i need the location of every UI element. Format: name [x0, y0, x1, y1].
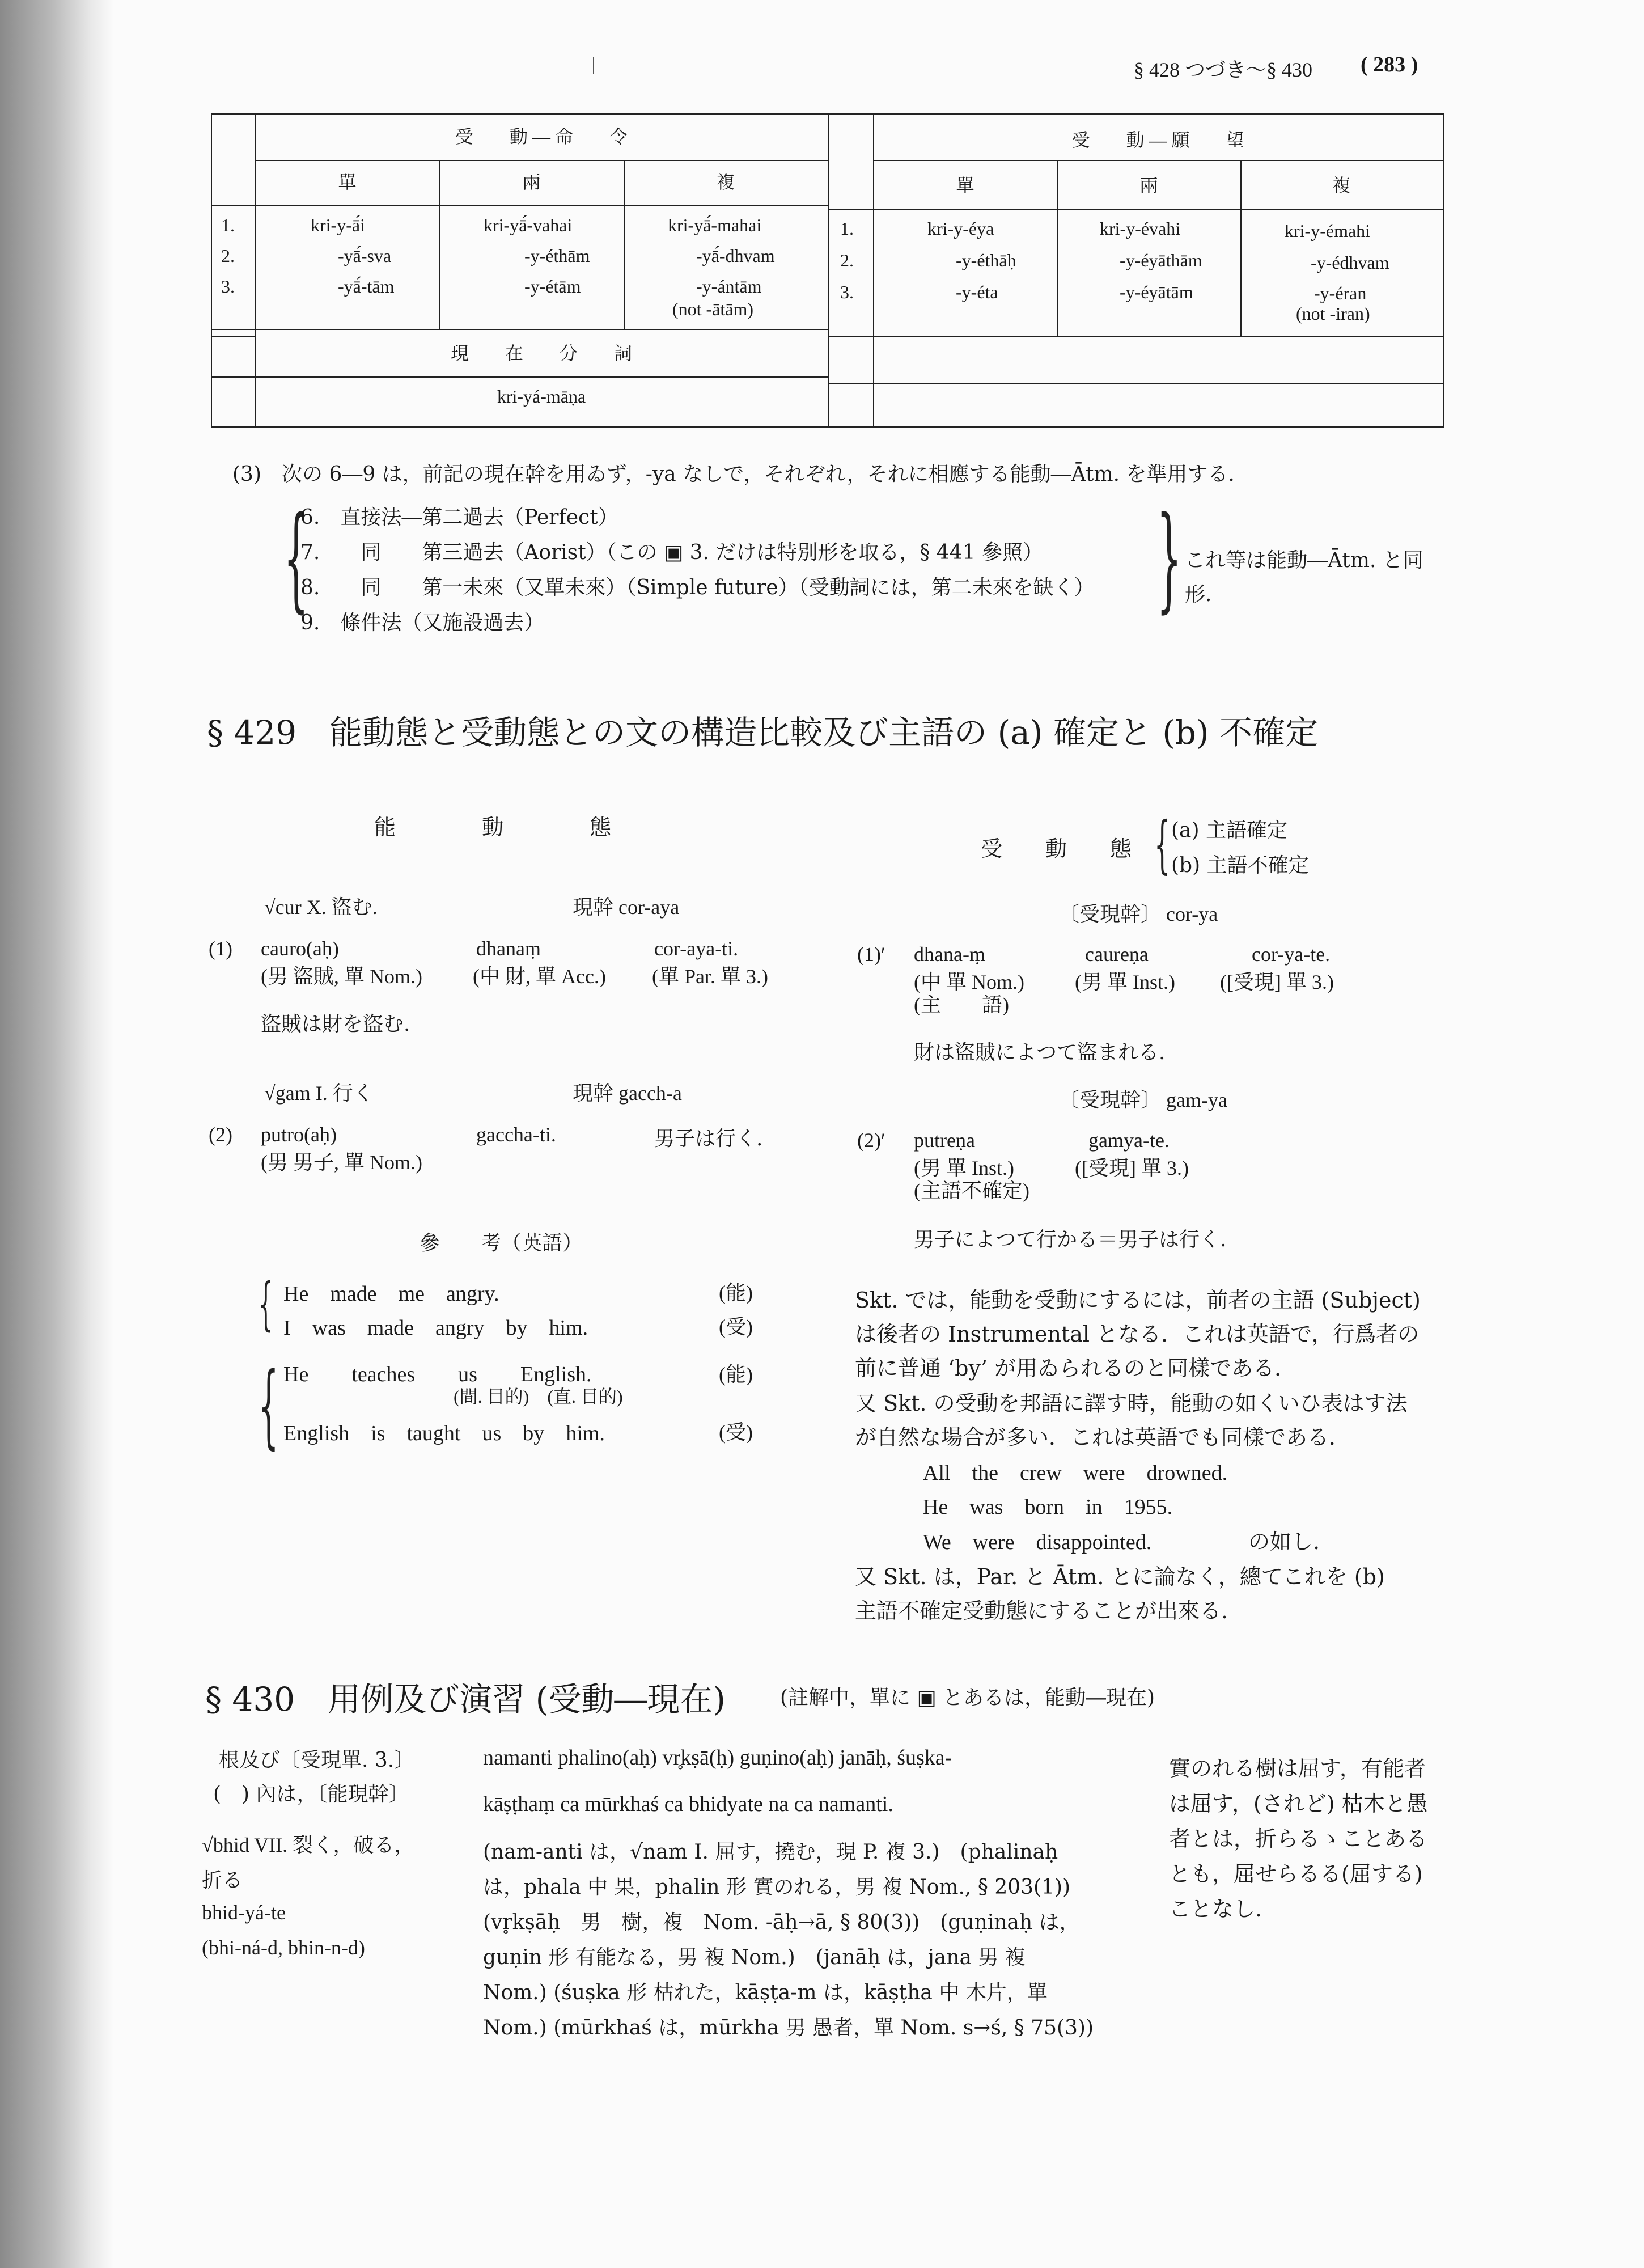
word: gamya-te. — [1088, 1129, 1170, 1152]
gloss: (男 單 Inst.) — [1075, 971, 1175, 993]
voice-tag: (受) — [719, 1421, 753, 1444]
reference-heading: 參 考（英語） — [420, 1232, 583, 1255]
note-side: 形. — [1185, 583, 1212, 606]
gloss: ([受現] 單 3.) — [1075, 1157, 1189, 1179]
annotation-line: Nom.) (śuṣka 形 枯れた，kāṣṭa-m は，kāṣṭha 中 木片，單 — [483, 1981, 1048, 2004]
example-number: (1)′ — [857, 943, 885, 966]
form-cell: kri-y-ā́i — [311, 215, 365, 235]
word: cauro(aḥ) — [261, 937, 339, 960]
form-cell: -y-éthāḥ — [956, 250, 1016, 270]
form-cell: -y-éran — [1314, 283, 1367, 303]
col-singular: 單 — [338, 172, 357, 192]
form-cell: kri-yā́-mahai — [668, 215, 762, 235]
explanation-line: 又 Skt. の受動を邦語に譯す時，能動の如くいひ表はす法 — [855, 1391, 1408, 1416]
explanation-line: 前に普通 ‘by’ が用ゐられるのと同樣である． — [855, 1356, 1296, 1381]
voice-tag: (能) — [719, 1281, 753, 1304]
running-head: § 428 つづき～§ 430 — [1134, 58, 1313, 81]
gloss: (主語不確定) — [914, 1179, 1029, 1202]
row-number: 3. — [840, 282, 854, 302]
brace-left: { — [283, 492, 309, 624]
translation: 男子によつて行かる＝男子は行く. — [914, 1228, 1227, 1251]
stem-cor-aya: 現幹 cor-aya — [573, 896, 680, 919]
explanation-line: は後者の Instrumental となる．これは英語で，行爲者の — [855, 1322, 1420, 1347]
form-cell: -y-éyātām — [1120, 282, 1193, 302]
explanation-example: We were disappointed. — [923, 1530, 1152, 1554]
word: cor-ya-te. — [1252, 943, 1331, 966]
gloss: (男 單 Inst.) — [914, 1157, 1014, 1179]
section-429-title: § 429 能動態と受動態との文の構造比較及び主語の (a) 確定と (b) 不確定 — [207, 713, 1319, 752]
passive-a: (a) 主語確定 — [1171, 819, 1287, 842]
passive-stem-gam-ya: 〔受現幹〕 gam-ya — [1059, 1089, 1227, 1111]
row-number: 1. — [840, 218, 854, 239]
form-cell: -y-édhvam — [1311, 252, 1389, 273]
participle-title: 現 在 分 詞 — [450, 343, 632, 363]
row-number: 2. — [221, 246, 235, 266]
brace: { — [259, 1271, 273, 1337]
form-cell: kri-y-éya — [927, 218, 994, 239]
example-number: (2)′ — [857, 1129, 885, 1152]
english-example: He teaches us English. — [283, 1363, 592, 1386]
japanese-translation: 實のれる樹は屈す，有能者 — [1169, 1756, 1426, 1781]
imperative-title: 受 動 ― 命 令 — [455, 126, 628, 147]
legend-note: 根及び〔受現單. 3.〕 — [219, 1749, 415, 1772]
row-number: 2. — [840, 250, 854, 270]
explanation-line: Skt. では，能動を受動にするには，前者の主語 (Subject) — [855, 1288, 1421, 1313]
stem-gacch-a: 現幹 gacch-a — [573, 1082, 682, 1105]
japanese-translation: ことなし. — [1169, 1897, 1262, 1922]
col-dual: 兩 — [522, 172, 541, 192]
gloss: (主 語) — [914, 993, 1009, 1016]
word: gaccha-ti. — [476, 1123, 556, 1146]
col-singular: 單 — [956, 175, 974, 196]
word: dhanaṃ — [476, 937, 541, 960]
form-bhid-present: (bhi-ná-d, bhin-n-d) — [202, 1936, 365, 1959]
scan-shadow — [0, 0, 113, 2268]
legend-note: ( ) 內は，〔能現幹〕 — [213, 1783, 409, 1806]
japanese-translation: は屈す，(されど) 枯木と愚 — [1169, 1791, 1428, 1816]
sanskrit-sentence: namanti phalino(aḥ) vr̥kṣā(ḥ) guṇino(aḥ) janāḥ, śuṣka- — [483, 1746, 952, 1770]
col-plural: 複 — [716, 172, 735, 192]
root-bhid-meaning: 折る — [202, 1869, 243, 1892]
annotation-line: (nam-anti は，√nam I. 屈す，撓む，現 P. 複 3.) (phalinaḥ — [483, 1840, 1058, 1864]
japanese-translation: とも，屈せらるる(屈する) — [1169, 1861, 1423, 1886]
brace: { — [259, 1352, 279, 1458]
col-dual: 兩 — [1139, 175, 1158, 196]
voice-tag: (受) — [719, 1315, 753, 1338]
passive-stem-cor-ya: 〔受現幹〕 cor-ya — [1059, 903, 1218, 925]
word: dhana-ṃ — [914, 943, 985, 966]
row-number: 3. — [221, 276, 235, 297]
annotation-line: guṇin 形 有能なる，男 複 Nom.) (janāḥ は，jana 男 複 — [483, 1946, 1026, 1969]
english-example: I was made angry by him. — [283, 1316, 588, 1340]
word: putro(aḥ) — [261, 1123, 337, 1146]
note-item: 9. 條件法（又施設過去） — [300, 611, 545, 634]
example-number: (1) — [209, 937, 232, 960]
form-cell: -yā́-tām — [338, 276, 395, 297]
voice-tag: (能) — [719, 1363, 753, 1386]
root-cur: √cur X. 盜む. — [264, 896, 378, 919]
row-number: 1. — [221, 215, 235, 235]
english-object-gloss: (間. 目的) (直. 目的) — [454, 1386, 623, 1407]
participle-form: kri-yá-māṇa — [497, 386, 586, 407]
translation: 盜賊は財を盜む. — [261, 1013, 410, 1036]
form-cell: -yā́-dhvam — [696, 246, 775, 266]
japanese-translation: 者とは，折らるゝことある — [1169, 1826, 1428, 1851]
note-3: (3) 次の 6―9 は，前記の現在幹を用ゐず，-ya なしで，それぞれ，それに相應する能動―Ātm. を準用する． — [232, 463, 1249, 486]
annotation-line: (vr̥kṣāḥ 男 樹，複 Nom. -āḥ→ā, § 80(3)) (guṇinaḥ は， — [483, 1911, 1080, 1934]
english-example: He made me angry. — [283, 1282, 499, 1306]
form-bhid-ya-te: bhid-yá-te — [202, 1901, 286, 1924]
form-cell: -y-éyāthām — [1120, 250, 1202, 270]
form-cell: -yā́-sva — [338, 246, 392, 266]
form-cell: kri-y-émahi — [1285, 221, 1371, 241]
gloss: (單 Par. 單 3.) — [652, 965, 768, 988]
explanation-example: All the crew were drowned. — [923, 1461, 1228, 1485]
passive-voice-heading: 受 動 態 — [981, 836, 1132, 861]
note-item: 7. 同 第三過去（Aorist）（この ▣ 3. だけは特別形を取る，§ 441 參照） — [300, 541, 1043, 564]
explanation-line: 主語不確定受動態にすることが出來る. — [855, 1598, 1228, 1623]
translation: 財は盜賊によつて盜まれる. — [914, 1041, 1166, 1064]
gloss: (男 盜賊, 單 Nom.) — [261, 965, 422, 988]
form-note: (not -iran) — [1296, 303, 1370, 324]
form-cell: -y-ántām — [696, 276, 762, 297]
form-cell: kri-yā́-vahai — [484, 215, 573, 235]
sanskrit-sentence: kāṣṭhaṃ ca mūrkhaś ca bhidyate na ca namanti. — [483, 1792, 893, 1816]
brace-right: } — [1156, 492, 1182, 624]
gloss: ([受現] 單 3.) — [1220, 971, 1334, 993]
note-item: 6. 直接法―第二過去（Perfect） — [300, 506, 618, 529]
explanation-example: He was born in 1955. — [923, 1495, 1173, 1519]
gloss: (中 單 Nom.) — [914, 971, 1024, 993]
gloss: (中 財, 單 Acc.) — [473, 965, 606, 988]
word: putreṇa — [914, 1129, 975, 1152]
form-cell: -y-étām — [524, 276, 581, 297]
col-plural: 複 — [1332, 175, 1351, 196]
form-cell: -y-éta — [956, 282, 998, 302]
page-number: ( 283 ) — [1361, 53, 1418, 77]
annotation-line: Nom.) (mūrkhaś は，mūrkha 男 愚者，單 Nom. s→ś, § 75(3)) — [483, 2016, 1094, 2039]
note-item: 8. 同 第一未來（又單未來）（Simple future）（受動詞には，第二未來を缺く） — [300, 576, 1095, 599]
translation: 男子は行く. — [654, 1127, 763, 1150]
form-note: (not -ātām) — [672, 299, 754, 319]
form-cell: -y-éthām — [524, 246, 590, 266]
speck — [593, 57, 594, 74]
annotation-line: は，phala 中 果，phalin 形 實のれる，男 複 Nom., § 203(1)) — [483, 1876, 1071, 1899]
explanation-tail: の如し. — [1248, 1529, 1320, 1554]
form-cell: kri-y-évahi — [1100, 218, 1181, 239]
word: cor-aya-ti. — [654, 937, 739, 960]
gloss: (男 男子, 單 Nom.) — [261, 1151, 422, 1174]
section-430-note: (註解中，單に ▣ とあるは，能動―現在) — [780, 1686, 1155, 1710]
optative-title: 受 動 ― 願 望 — [1071, 130, 1244, 150]
root-gam: √gam I. 行く — [264, 1082, 374, 1105]
active-voice-heading: 能 動 態 — [374, 815, 612, 840]
passive-b: (b) 主語不確定 — [1171, 854, 1309, 877]
english-example: English is taught us by him. — [283, 1421, 605, 1445]
root-bhid: √bhid VII. 裂く，破る， — [202, 1834, 415, 1856]
explanation-line: 又 Skt. は，Par. と Ātm. とに論なく，總てこれを (b) — [855, 1564, 1385, 1589]
example-number: (2) — [209, 1123, 232, 1146]
word: caureṇa — [1085, 943, 1149, 966]
section-430-title: § 430 用例及び演習 (受動―現在) — [205, 1680, 726, 1719]
explanation-line: が自然な場合が多い．これは英語でも同樣である． — [855, 1425, 1351, 1450]
note-side: これ等は能動―Ātm. と同 — [1185, 549, 1423, 572]
brace: { — [1154, 808, 1170, 881]
